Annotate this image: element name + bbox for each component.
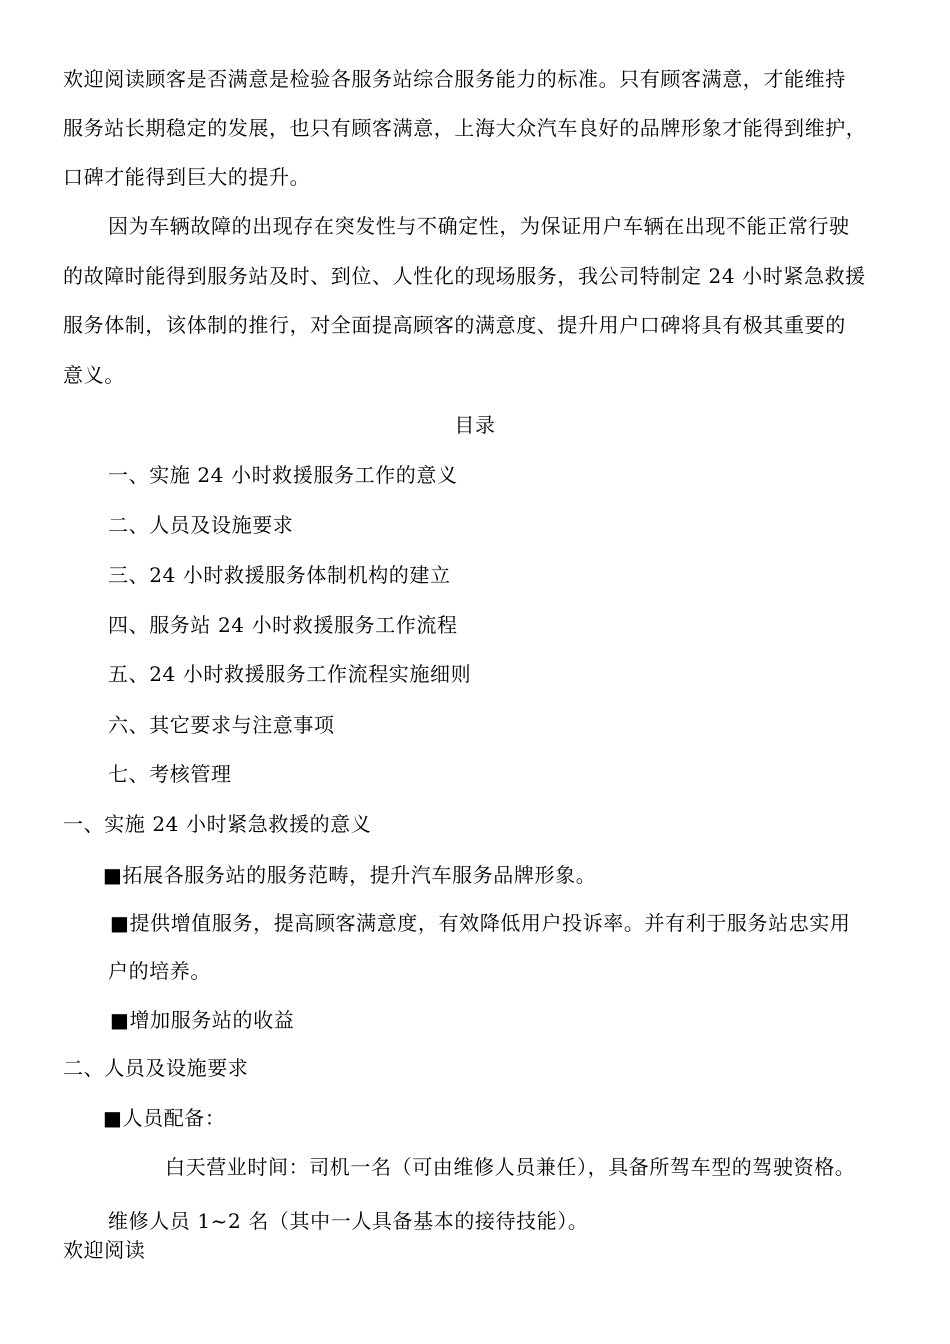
toc-item: 一、实施 24 小时救援服务工作的意义: [108, 463, 458, 487]
section-1-bullet-2-line-1: ■提供增值服务，提高顾客满意度，有效降低用户投诉率。并有利于服务站忠实用: [110, 911, 851, 935]
toc-item: 三、24 小时救援服务体制机构的建立: [108, 563, 451, 587]
toc-title: 目录: [454, 413, 496, 437]
intro-paragraph-1-line-3: 口碑才能得到巨大的提升。: [63, 165, 311, 189]
page-footer: 欢迎阅读: [63, 1238, 146, 1262]
section-1-bullet-3: ■增加服务站的收益: [110, 1008, 295, 1032]
intro-paragraph-2-line-3: 服务体制，该体制的推行，对全面提高顾客的满意度、提升用户口碑将具有极其重要的: [63, 313, 846, 337]
section-2-bullet-1: ■人员配备：: [103, 1106, 226, 1130]
section-1-bullet-2-line-2: 户的培养。: [108, 959, 211, 983]
section-2-repair-staff: 维修人员 1~2 名（其中一人具备基本的接待技能）。: [108, 1209, 589, 1233]
intro-paragraph-2-line-4: 意义。: [63, 363, 125, 387]
intro-paragraph-2-line-2: 的故障时能得到服务站及时、到位、人性化的现场服务，我公司特制定 24 小时紧急救援: [63, 264, 866, 288]
toc-item: 五、24 小时救援服务工作流程实施细则: [108, 662, 472, 686]
section-1-heading: 一、实施 24 小时紧急救援的意义: [63, 812, 372, 836]
toc-item: 七、考核管理: [108, 762, 232, 786]
intro-paragraph-1-line-2: 服务站长期稳定的发展，也只有顾客满意，上海大众汽车良好的品牌形象才能得到维护，: [63, 116, 867, 140]
section-2-heading: 二、人员及设施要求: [63, 1056, 249, 1080]
section-2-daytime-staff: 白天营业时间：司机一名（可由维修人员兼任），具备所驾车型的驾驶资格。: [165, 1155, 856, 1179]
toc-item: 二、人员及设施要求: [108, 513, 294, 537]
intro-paragraph-2-line-1: 因为车辆故障的出现存在突发性与不确定性，为保证用户车辆在出现不能正常行驶: [108, 214, 850, 238]
section-1-bullet-1: ■拓展各服务站的服务范畴，提升汽车服务品牌形象。: [103, 863, 597, 887]
intro-paragraph-1-line-1: 欢迎阅读顾客是否满意是检验各服务站综合服务能力的标准。只有顾客满意，才能维持: [63, 67, 846, 91]
toc-item: 四、服务站 24 小时救援服务工作流程: [108, 613, 458, 637]
toc-item: 六、其它要求与注意事项: [108, 713, 335, 737]
